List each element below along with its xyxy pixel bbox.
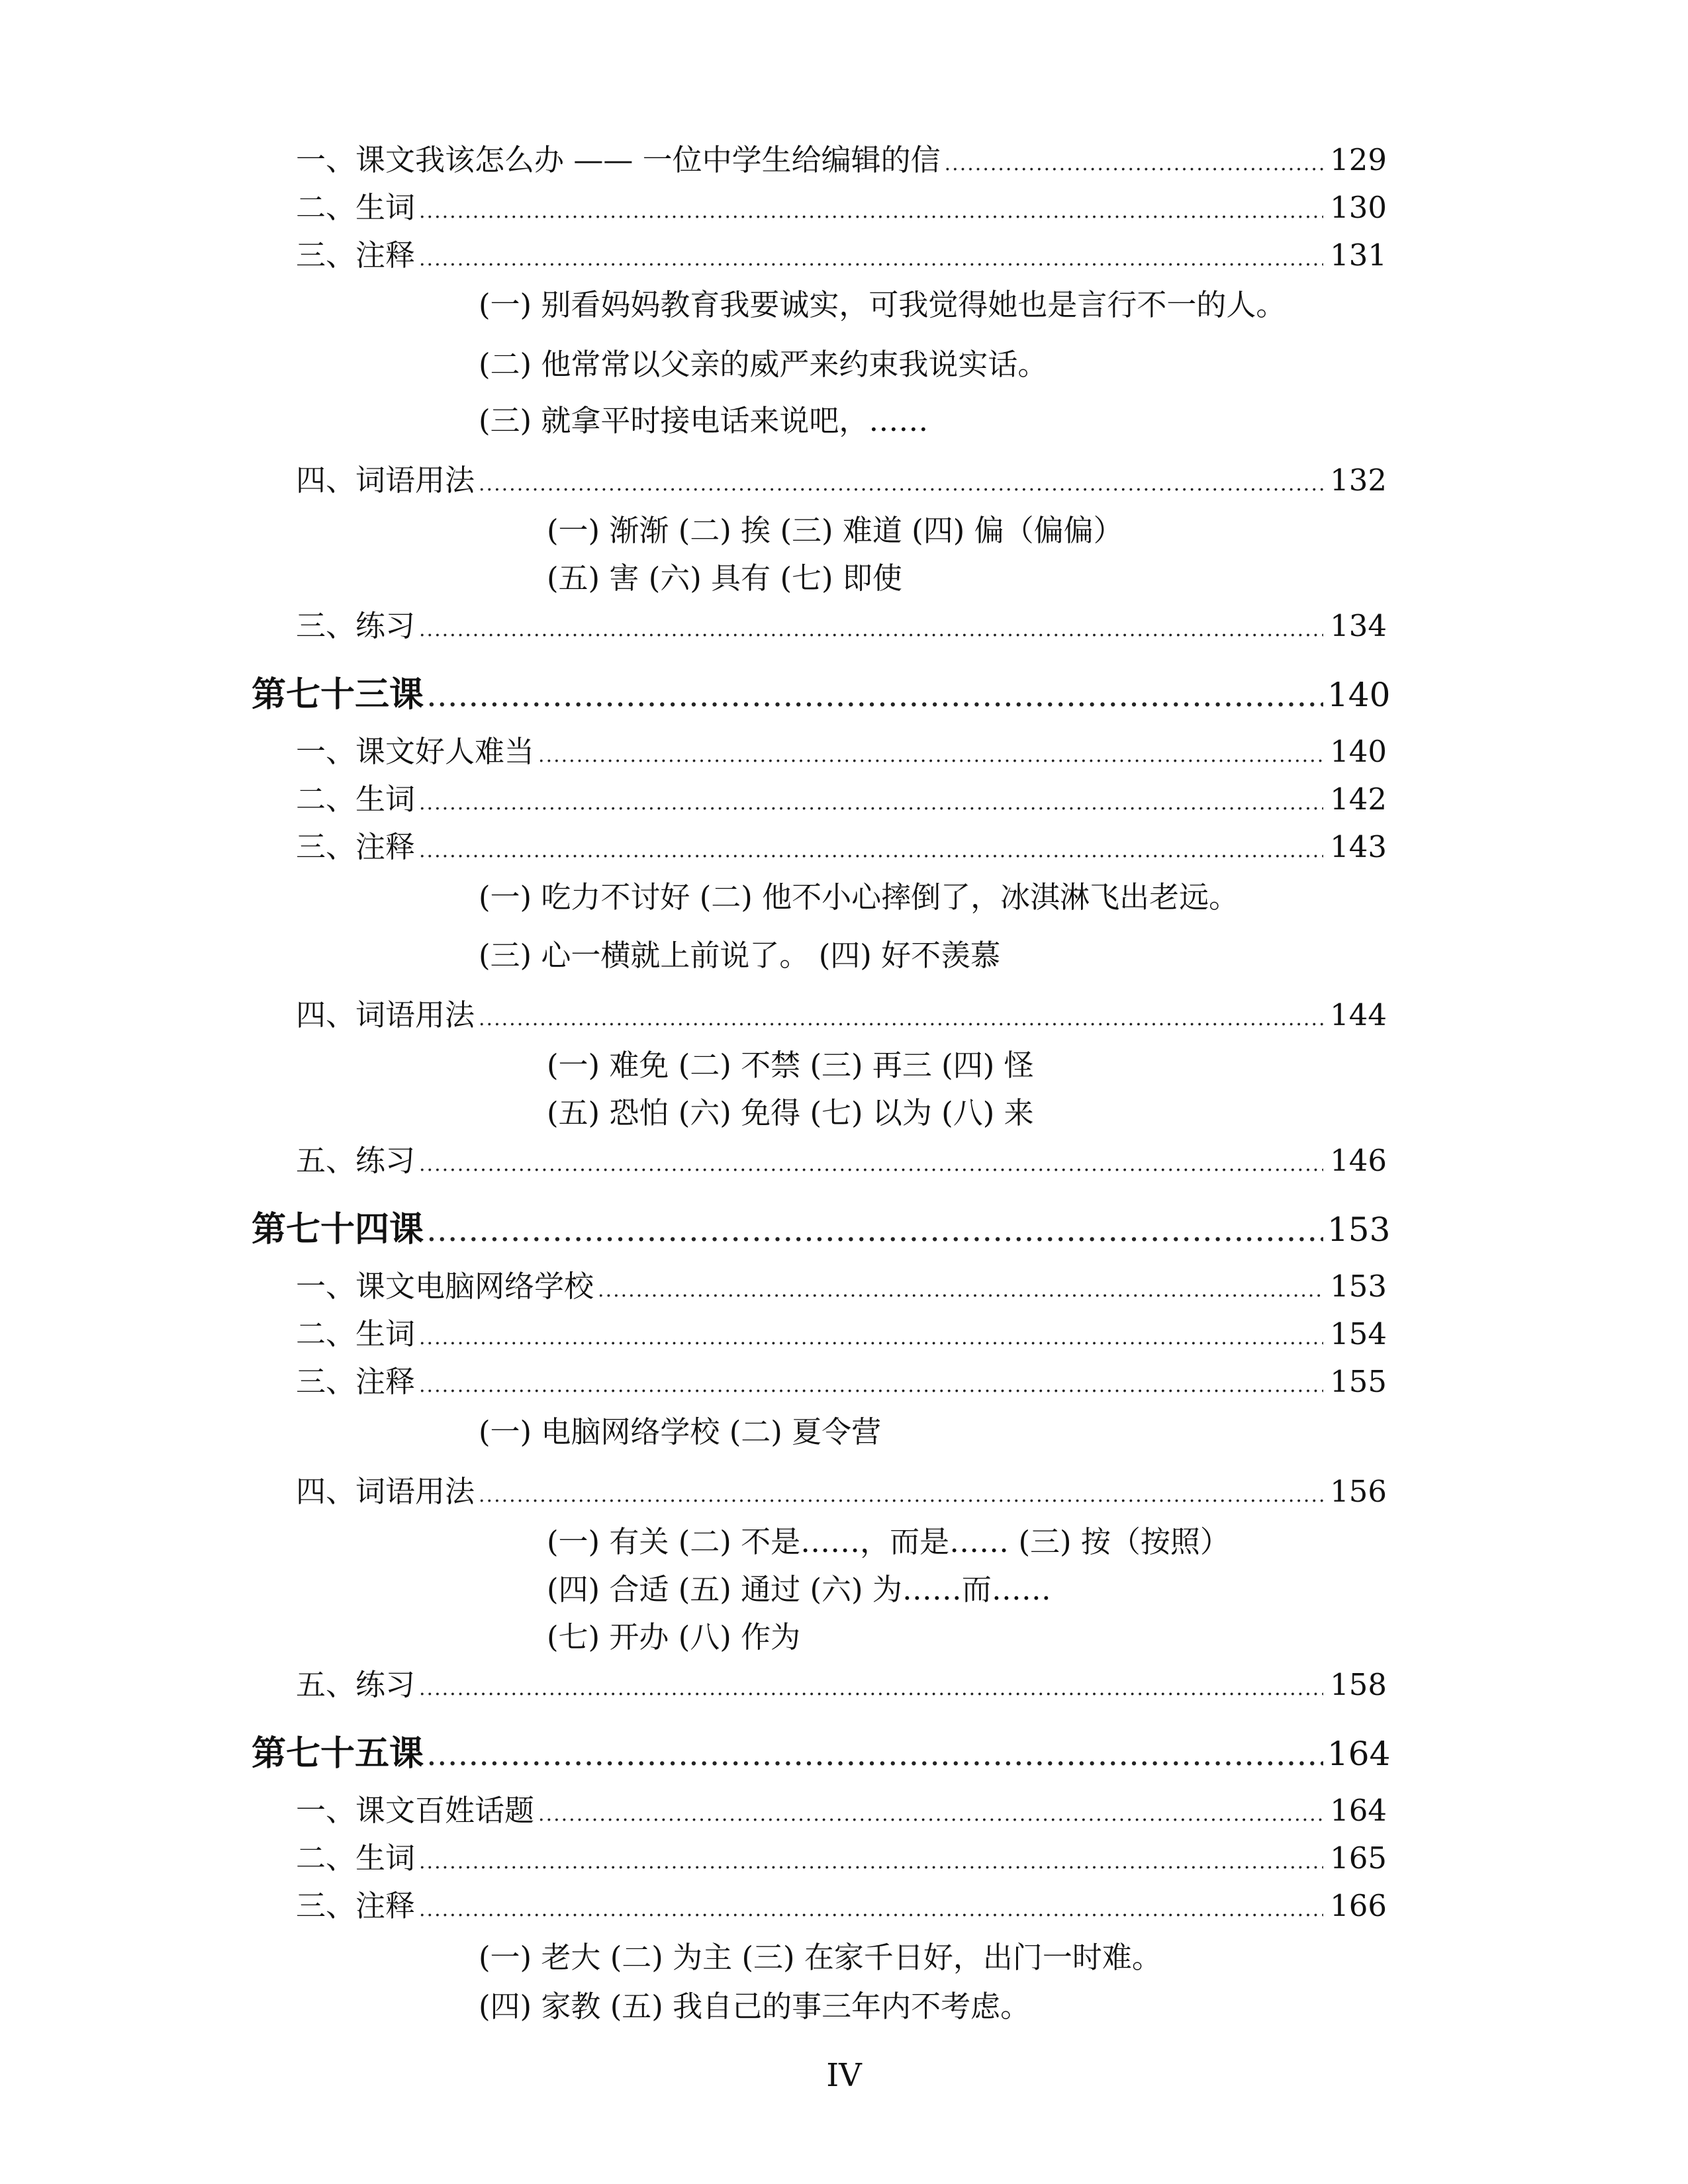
toc-section-row[interactable] <box>296 823 1387 871</box>
section-label: 一、课文 <box>296 734 416 769</box>
toc-section-row[interactable] <box>296 1263 1387 1310</box>
toc-section-row[interactable] <box>296 602 1387 650</box>
page-number-ref: 134 <box>1330 608 1387 643</box>
toc-lesson-row[interactable] <box>252 1727 1391 1780</box>
section-label: 一、课文 <box>296 1269 416 1304</box>
dot-leader <box>598 1267 1323 1314</box>
section-label: 五、练习 <box>296 1667 416 1702</box>
toc-section-row[interactable] <box>296 1137 1387 1185</box>
section-label: 四、词语用法 <box>296 463 475 498</box>
section-label: 五、练习 <box>296 1143 416 1178</box>
page-number-ref: 164 <box>1330 1793 1387 1828</box>
page-number-ref: 154 <box>1330 1316 1387 1351</box>
dot-leader <box>419 606 1323 654</box>
dot-leader <box>945 140 1323 188</box>
section-title: 好人难当 <box>415 734 535 769</box>
dot-leader <box>419 1839 1323 1886</box>
lesson-title: 第七十三课 <box>252 674 424 715</box>
toc-section-row[interactable] <box>296 1468 1387 1516</box>
section-label: 二、生词 <box>296 1841 416 1876</box>
page-number-ref: 155 <box>1330 1364 1387 1399</box>
dot-leader <box>538 732 1323 780</box>
page-number-ref: 144 <box>1330 997 1387 1032</box>
toc-section-row[interactable] <box>296 776 1387 823</box>
page-number: IV <box>826 2057 862 2094</box>
toc-section-row[interactable] <box>296 1661 1387 1709</box>
annotation-item: (一) 别看妈妈教育我要诚实，可我觉得她也是言行不一的人。 <box>479 287 1286 322</box>
section-label: 三、注释 <box>296 238 416 273</box>
dot-leader <box>428 1731 1323 1784</box>
section-label: 三、注释 <box>296 1364 416 1399</box>
word-usage-item: (五) 恐怕 (六) 免得 (七) 以为 (八) 来 <box>547 1095 1034 1130</box>
section-title: 电脑网络学校 <box>415 1269 594 1304</box>
section-label: 四、词语用法 <box>296 1474 475 1509</box>
section-label: 三、练习 <box>296 608 416 643</box>
toc-section-row[interactable] <box>296 136 1387 184</box>
page-number-ref: 143 <box>1330 829 1387 864</box>
annotation-item: (一) 老大 (二) 为主 (三) 在家千日好，出门一时难。 <box>479 1940 1162 1975</box>
word-usage-item: (五) 害 (六) 具有 (七) 即使 <box>547 561 902 596</box>
word-usage-item: (一) 渐渐 (二) 挨 (三) 难道 (四) 偏（偏偏） <box>547 513 1123 548</box>
section-label: 一、课文 <box>296 142 416 177</box>
word-usage-item: (七) 开办 (八) 作为 <box>547 1619 801 1655</box>
dot-leader <box>479 995 1323 1043</box>
lesson-title: 第七十五课 <box>252 1733 424 1774</box>
page-number-ref: 132 <box>1330 463 1387 498</box>
annotation-item: (二) 他常常以父亲的威严来约束我说实话。 <box>479 347 1048 382</box>
page-number-ref: 165 <box>1330 1841 1387 1876</box>
section-title: 我该怎么办 —— 一位中学生给编辑的信 <box>415 142 941 177</box>
section-label: 二、生词 <box>296 190 416 225</box>
page-number-ref: 158 <box>1330 1667 1387 1702</box>
page-number-ref: 146 <box>1330 1143 1387 1178</box>
dot-leader <box>428 672 1323 725</box>
annotation-item: (三) 就拿平时接电话来说吧，…… <box>479 403 929 438</box>
page-number-ref: 153 <box>1327 1210 1391 1249</box>
annotation-item: (四) 家教 (五) 我自己的事三年内不考虑。 <box>479 1989 1031 2024</box>
annotation-item: (一) 电脑网络学校 (二) 夏令营 <box>479 1414 882 1449</box>
dot-leader <box>419 827 1323 875</box>
toc-section-row[interactable] <box>296 1787 1387 1835</box>
dot-leader <box>419 1141 1323 1189</box>
page-number-ref: 164 <box>1327 1735 1391 1773</box>
toc-section-row[interactable] <box>296 991 1387 1039</box>
dot-leader <box>419 1362 1323 1410</box>
dot-leader <box>419 1314 1323 1362</box>
toc-section-row[interactable] <box>296 728 1387 776</box>
section-label: 三、注释 <box>296 829 416 864</box>
page-number-ref: 153 <box>1330 1269 1387 1304</box>
section-title: 百姓话题 <box>415 1793 535 1828</box>
section-label: 二、生词 <box>296 1316 416 1351</box>
lesson-title: 第七十四课 <box>252 1209 424 1250</box>
dot-leader <box>428 1207 1323 1260</box>
toc-lesson-row[interactable] <box>252 1203 1391 1256</box>
dot-leader <box>419 1886 1323 1934</box>
page-number-ref: 130 <box>1330 190 1387 225</box>
dot-leader <box>538 1791 1323 1839</box>
page-number-ref: 142 <box>1330 782 1387 817</box>
page-number-ref: 140 <box>1330 734 1387 769</box>
page-number-ref: 131 <box>1330 238 1387 273</box>
section-label: 四、词语用法 <box>296 997 475 1032</box>
annotation-item: (三) 心一横就上前说了。 (四) 好不羡慕 <box>479 938 1001 973</box>
toc-section-row[interactable] <box>296 1358 1387 1406</box>
word-usage-item: (一) 难免 (二) 不禁 (三) 再三 (四) 怪 <box>547 1048 1034 1083</box>
section-label: 一、课文 <box>296 1793 416 1828</box>
toc-section-row[interactable] <box>296 457 1387 504</box>
word-usage-item: (一) 有关 (二) 不是……，而是…… (三) 按（按照） <box>547 1524 1230 1559</box>
page-number-ref: 156 <box>1330 1474 1387 1509</box>
toc-section-row[interactable] <box>296 1835 1387 1882</box>
section-label: 二、生词 <box>296 782 416 817</box>
dot-leader <box>419 780 1323 827</box>
page-number-ref: 140 <box>1327 676 1391 714</box>
page-number-ref: 129 <box>1330 142 1387 177</box>
dot-leader <box>419 1665 1323 1713</box>
dot-leader <box>479 1472 1323 1520</box>
toc-section-row[interactable] <box>296 232 1387 279</box>
toc-lesson-row[interactable] <box>252 668 1391 721</box>
toc-section-row[interactable] <box>296 1310 1387 1358</box>
dot-leader <box>419 188 1323 236</box>
toc-section-row[interactable] <box>296 1882 1387 1930</box>
annotation-item: (一) 吃力不讨好 (二) 他不小心摔倒了，冰淇淋飞出老远。 <box>479 880 1239 915</box>
section-label: 三、注释 <box>296 1888 416 1923</box>
word-usage-item: (四) 合适 (五) 通过 (六) 为……而…… <box>547 1572 1051 1607</box>
page-number-ref: 166 <box>1330 1888 1387 1923</box>
dot-leader <box>479 461 1323 508</box>
dot-leader <box>419 236 1323 283</box>
toc-section-row[interactable] <box>296 184 1387 232</box>
